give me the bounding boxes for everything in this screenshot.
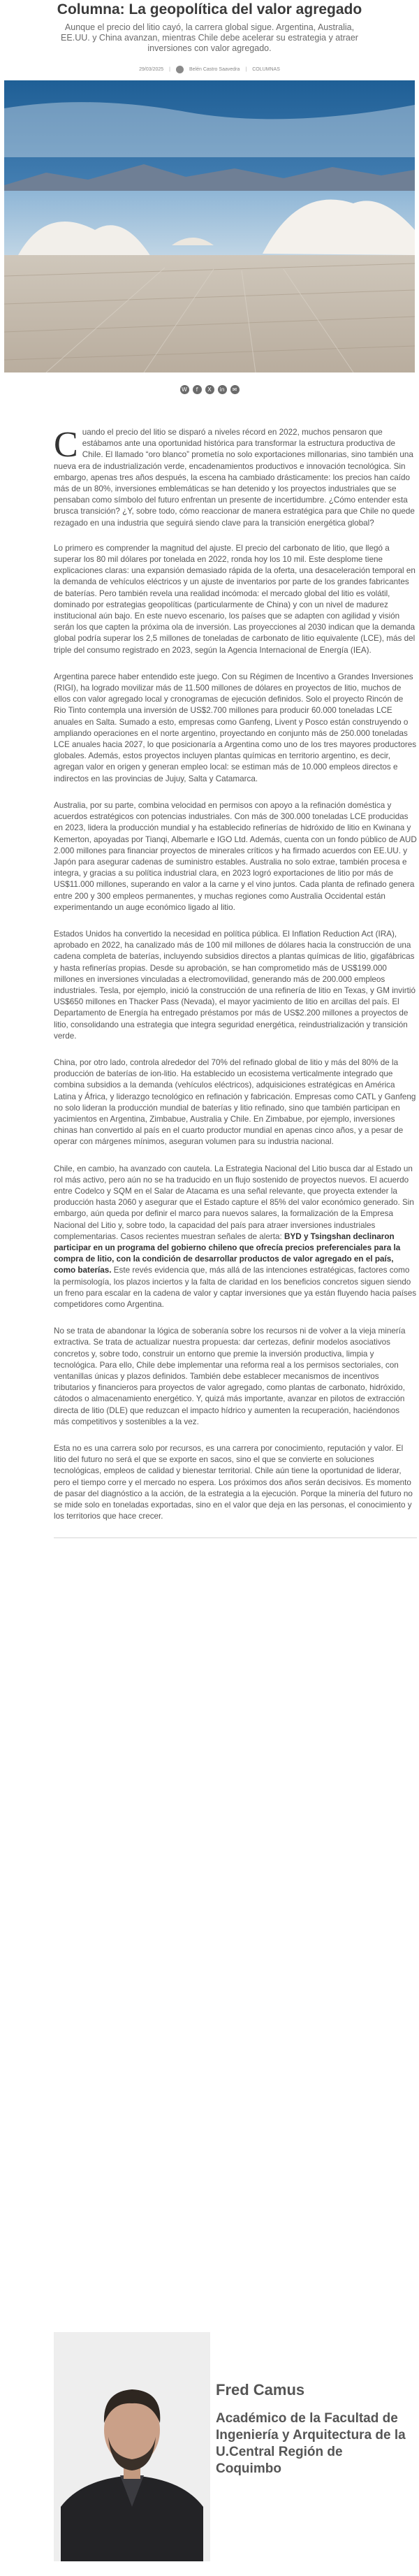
x-icon[interactable]: X [205, 385, 214, 394]
meta-separator: | [245, 66, 247, 72]
facebook-icon[interactable]: f [193, 385, 202, 394]
byline-author[interactable]: Belén Castro Saavedra [189, 66, 240, 72]
divider [54, 1537, 417, 1538]
salt-flat-illustration [4, 80, 415, 372]
email-icon[interactable]: ✉ [230, 385, 240, 394]
linkedin-icon[interactable]: in [218, 385, 227, 394]
section-tag[interactable]: COLUMNAS [252, 66, 280, 72]
meta-separator: | [169, 66, 170, 72]
article-body [54, 427, 417, 1522]
paragraph: Estados Unidos ha convertido la necesidad en política pública. El Inflation Reduction Act (IRA), aprobado en 2022, ha canalizado más de 100 mil millones de dólares hacia la construcción de una cadena completa de baterías, incluyendo subsidios directos a plantas químicas de litio, gigafábricas y hasta refinerías propias. Desde su aprobación, se han comprometido más de US$199.000 millones en inversiones vinculadas a electromovilidad, generando más de 200.000 empleos industriales. Tesla, por ejemplo, inició la construcción de una refinería de litio en Texas, y GM invirtió US$650 millones en Thacker Pass (Nevada), el mayor yacimiento de litio en arcillas del país. El Departamento de Energía ha entregado préstamos por más de US$2.200 millones a proyectos de litio, consolidando una estrategia que integra seguridad energética, reindustrialización y transición verde. [54, 929, 416, 1041]
highlighted-text: BYD y Tsingshan declinaron participar en un programa del gobierno chileno que ofrecía precios preferenciales para la compra de litio, con la condición de desarrollar productos de valor agregado en el país, como baterías. [54, 1231, 401, 1275]
whatsapp-icon[interactable]: W [180, 385, 189, 394]
paragraph: China, por otro lado, controla alrededor del 70% del refinado global de litio y más del 80% de la producción de baterías de ion-litio. Ha establecido un ecosistema verticalmente integrado que combina subsidios a la demanda (vehículos eléctricos), adquisiciones estratégicas en América Latina y África, y liderazgo tecnológico en refinación y fabricación. Empresas como CATL y Ganfeng no solo lideran la producción mundial de baterías y litio refinado, sino que también participan en yacimientos en Argentina, Zimbabue, Australia y Chile. En Zimbabue, por ejemplo, inversiones chinas han convertido al país en el cuarto productor mundial en apenas cinco años, y a pesar de operar con márgenes mínimos, aseguran volumen para su industria nacional. [54, 1057, 416, 1147]
paragraph: Argentina parece haber entendido este juego. Con su Régimen de Incentivo a Grandes Inversiones (RIGI), ha logrado movilizar más de 11.500 millones de dólares en proyectos de litio, muchos de ellos con valor agregado local y cronogramas de ejecución definidos. Solo el proyecto Rincón de Rio Tinto contempla una inversión de US$2.700 millones para producir 60.000 toneladas LCE anuales en Salta. Sumado a esto, empresas como Ganfeng, Livent y Posco están construyendo o ampliando operaciones en el norte argentino, proyectando en conjunto más de 250.000 toneladas LCE anuales hacia 2027, lo que posicionaría a Argentina como uno de los tres mayores productores globales. Además, estos proyectos incluyen plantas químicas en territorio argentino, es decir, agregan valor en origen y generan empleo local: se estiman más de 10.000 empleos directos e indirectos en las provincias de Jujuy, Salta y Catamarca. [54, 672, 417, 783]
author-avatar [176, 66, 184, 73]
paragraph: Australia, por su parte, combina velocidad en permisos con apoyo a la refinación doméstica y acuerdos estratégicos con potencias industriales. Con más de 300.000 toneladas LCE producidas en 2023, lidera la producción mundial y ha establecido refinerías de hidróxido de litio en Kwinana y Kemerton, apoyadas por Tianqi, Albemarle e IGO Ltd. Además, cuenta con un fondo público de AUD 2.000 millones para financiar proyectos de minerales críticos y ha firmado acuerdos con EE.UU. y Japón para asegurar cadenas de suministro estables. Australia no solo extrae, también procesa e integra, y gracias a su política industrial clara, en 2023 logró exportaciones de litio por más de US$11.000 millones, superando en valor a la carne y el vino juntos. Cada planta de refinado genera entre 200 y 300 empleos permanentes, y muchas regiones como Australia Occidental están experimentando un auge económico ligado al litio. [54, 800, 417, 912]
author-box [54, 2332, 417, 2561]
page-title: Columna: La geopolítica del valor agregado [57, 1, 362, 17]
paragraph: Chile, en cambio, ha avanzado con cautela. La Estrategia Nacional del Litio busca dar al Estado un rol más activo, pero aún no se ha traducido en un flujo sostenido de proyectos nuevos. El acuerdo entre Codelco y SQM en el Salar de Atacama es una señal relevante, que proyecta extender la producción hasta 2060 y asegurar que el Estado capture el 85% del valor económico generado. Sin embargo, aún queda por definir el marco para nuevos salares, la formalización de la Empresa Nacional del Litio y, sobre todo, la capacidad del país para atraer inversiones industriales complementarias. Casos recientes muestran señales de alerta: BYD y Tsingshan declinaron participar en un programa del gobierno chileno que ofrecía precios preferenciales para la compra de litio, con la condición de desarrollar productos de valor agregado en el país, como baterías. Este revés evidencia que, más allá de las intenciones estratégicas, factores como la permisología, los plazos inciertos y la falta de claridad en los beneficios concretos siguen siendo un freno para escalar en la cadena de valor y captar inversiones que ya están fluyendo hacia países competidores como Argentina. [54, 1164, 417, 1310]
paragraph: Lo primero es comprender la magnitud del ajuste. El precio del carbonato de litio, que llegó a superar los 80 mil dólares por tonelada en 2022, ronda hoy los 10 mil. Este desplome tiene explicaciones claras: una expansión demasiado rápida de la oferta, una desaceleración temporal en la demanda de vehículos eléctricos y un ajuste de inventarios por parte de los grandes fabricantes de baterías. Pero también revela una realidad incómoda: el mercado global del litio es volátil, dominado por estrategias geopolíticas (particularmente de China) y con un nivel de madurez institucional aún bajo. En este nuevo escenario, los países que se adapten con agilidad y visión serán los que capten la próxima ola de inversión. Las proyecciones al 2030 indican que la demanda global podría superar los 2,5 millones de toneladas de carbonato de litio equivalente (LCE), más del triple del consumo registrado en 2023, según la Agencia Internacional de Energía (IEA). [54, 543, 416, 655]
author-photo [54, 2332, 210, 2561]
author-bio: Académico de la Facultad de Ingeniería y Arquitectura de la U.Central Región de Coquimbo [216, 2411, 406, 2476]
author-name: Fred Camus [216, 2381, 305, 2398]
share-bar [0, 385, 419, 395]
drop-cap: C [54, 425, 78, 465]
paragraph: Cuando el precio del litio se disparó a niveles récord en 2022, muchos pensaron que estábamos ante una oportunidad histórica para transformar la estructura productiva de Chile. El llamado “oro blanco” prometía no solo exportaciones millonarias, sino también una nueva era de industrialización verde, encadenamientos productivos e innovación tecnológica. Sin embargo, apenas tres años después, la escena ha cambiado drásticamente: los precios han caído más de un 80%, inversiones emblemáticas se han detenido y los proyectos industriales que se pensaban como símbolo del futuro enfrentan un presente de incertidumbre. ¿Cómo entender esta brusca transición? ¿Y, sobre todo, cómo reaccionar de manera estratégica para que Chile no quede rezagado en una industria que seguirá siendo clave para la transición energética global? [54, 425, 415, 528]
article-meta [0, 64, 419, 75]
paragraph: Esta no es una carrera solo por recursos, es una carrera por conocimiento, reputación y valor. El litio del futuro no será el que se exporte en sacos, sino el que se convierte en soluciones tecnológicas, empleos de calidad y bienestar territorial. Chile aún tiene la oportunidad de liderar, pero el tiempo corre y el mercado no espera. Los próximos dos años serán decisivos. Es momento de pasar del diagnóstico a la acción, de la estrategia a la ejecución. Porque la minería del futuro no se mide solo en toneladas exportadas, sino en el valor que deja en las personas, el conocimiento y los territorios que hace crecer. [54, 1444, 413, 1521]
paragraph: No se trata de abandonar la lógica de soberanía sobre los recursos ni de volver a la vieja minería extractiva. Se trata de actualizar nuestra propuesta: dar certezas, definir modelos asociativos concretos y, sobre todo, construir un entorno que premie la inversión productiva, limpia y tecnológica. Para ello, Chile debe implementar una reforma real a los permisos sectoriales, con ventanillas únicas y plazos definidos. También debe establecer mecanismos de incentivos tributarios y financieros para proyectos de valor agregado, como plantas de carbonato, hidróxido, cátodos o almacenamiento energético. Y, quizá más importante, avanzar en pilotos de extracción directa de litio (DLE) que reduzcan el impacto hídrico y aumenten la recuperación, haciéndonos más competitivos y sostenibles a la vez. [54, 1326, 406, 1426]
article-subtitle: Aunque el precio del litio cayó, la carrera global sigue. Argentina, Australia, EE.UU. y China avanzan, mientras Chile debe acelerar su estrategia y atraer inversiones con valor agregado. [61, 22, 358, 53]
publish-date: 29/03/2025 [139, 66, 164, 72]
hero-image [4, 80, 415, 372]
